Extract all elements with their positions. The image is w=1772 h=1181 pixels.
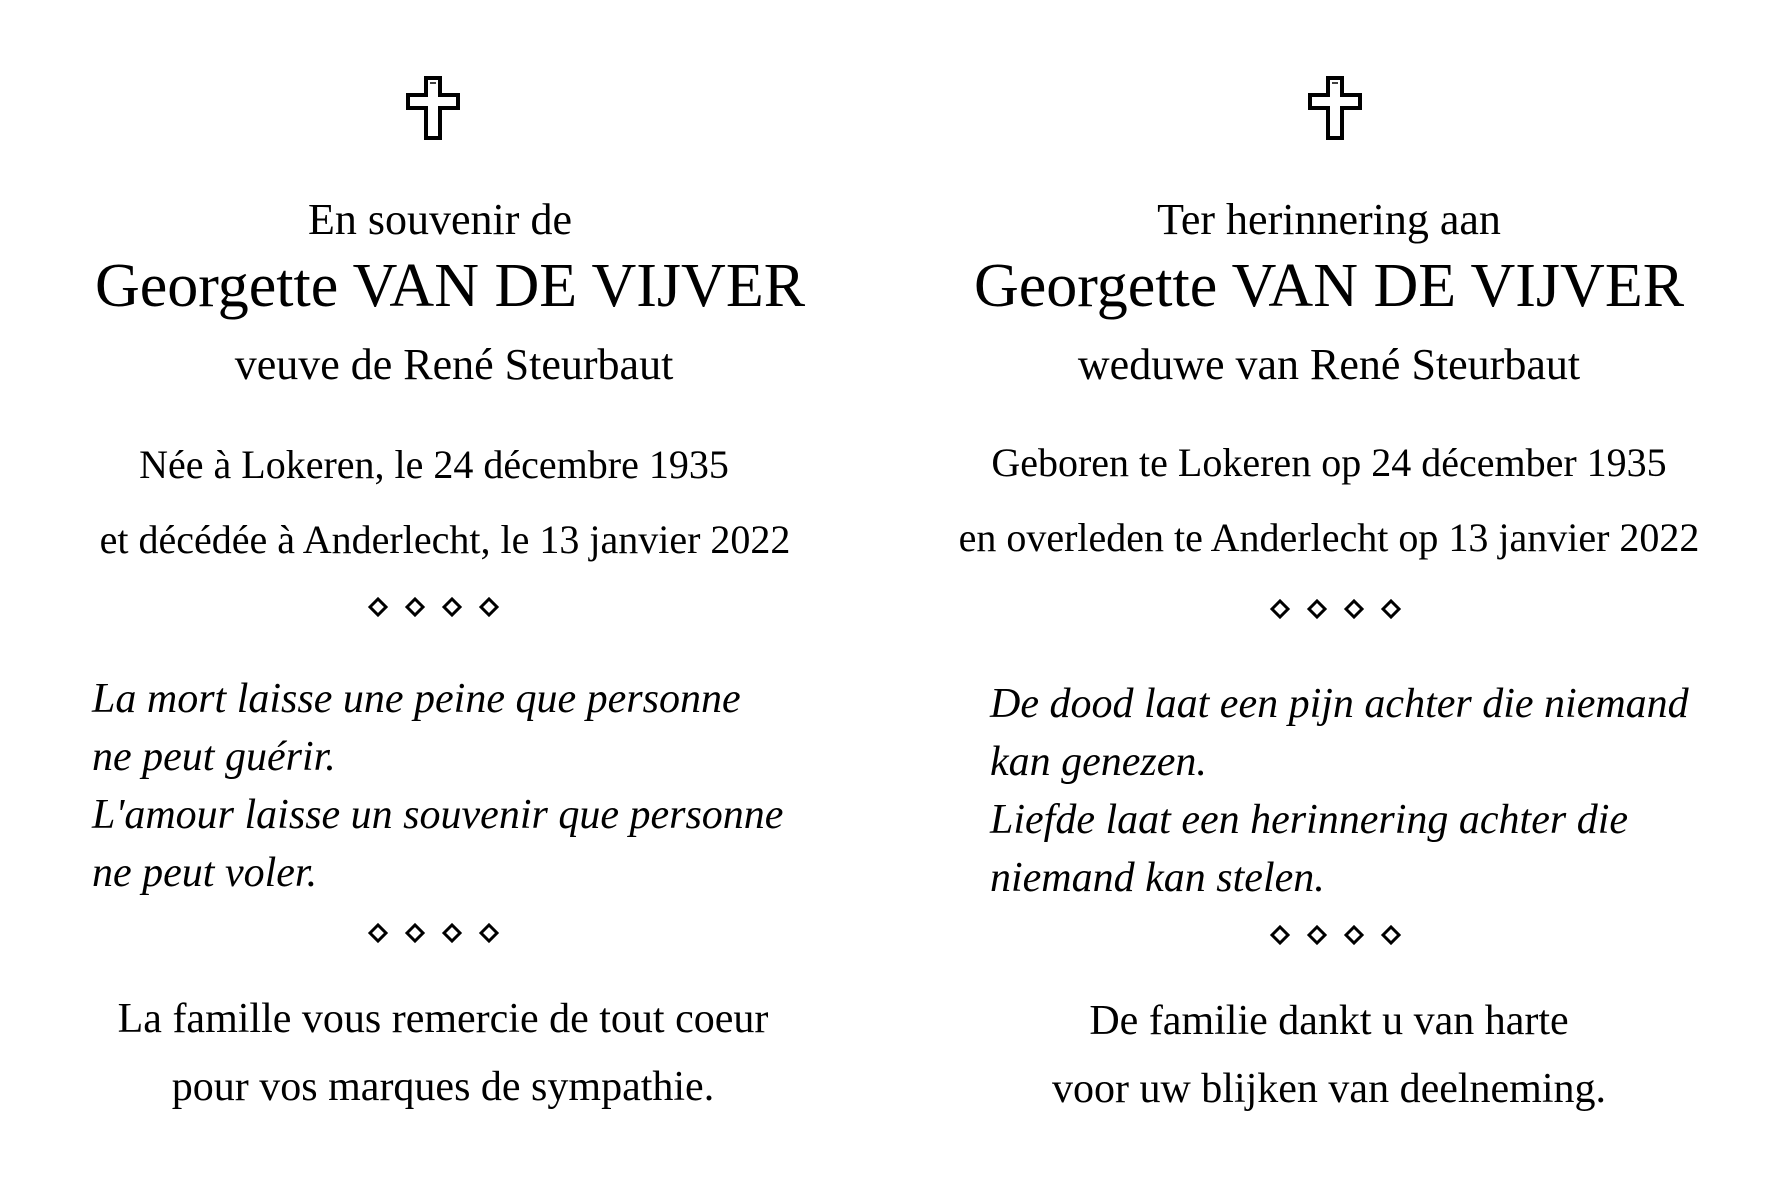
thanks-line: pour vos marques de sympathie. xyxy=(171,1064,715,1110)
verse-line: ne peut voler. xyxy=(92,850,318,896)
deceased-name: Georgette VAN DE VIJVER xyxy=(94,252,806,320)
diamond-separator-icon xyxy=(1262,594,1402,624)
death-line: en overleden te Anderlecht op 13 janvier 2022 xyxy=(958,515,1700,560)
thanks-line: voor uw blijken van deelneming. xyxy=(1051,1066,1607,1112)
memorial-verse xyxy=(990,675,1689,907)
spouse-line: veuve de René Steurbaut xyxy=(234,340,674,389)
birth-line: Geboren te Lokeren op 24 décember 1935 xyxy=(991,440,1667,485)
verse-line: La mort laisse une peine que personne xyxy=(92,676,741,722)
thanks-line: La famille vous remercie de tout coeur xyxy=(117,996,769,1042)
deceased-name: Georgette VAN DE VIJVER xyxy=(973,252,1685,320)
death-line: et décédée à Anderlecht, le 13 janvier 2022 xyxy=(99,517,791,562)
verse-line: ne peut guérir. xyxy=(92,734,336,780)
verse-line: kan genezen. xyxy=(990,739,1207,785)
memorial-verse xyxy=(92,670,783,902)
verse-line: Liefde laat een herinnering achter die xyxy=(990,797,1629,843)
verse-line: L'amour laisse un souvenir que personne xyxy=(92,792,784,838)
verse-line: De dood laat een pijn achter die niemand xyxy=(990,681,1689,727)
diamond-separator-icon xyxy=(360,592,500,622)
diamond-separator-icon xyxy=(360,918,500,948)
verse-line: niemand kan stelen. xyxy=(990,855,1325,901)
intro-heading: Ter herinnering aan xyxy=(1157,195,1501,244)
dutch-card-panel xyxy=(886,0,1772,1181)
cross-icon xyxy=(1305,75,1365,143)
diamond-separator-icon xyxy=(1262,920,1402,950)
thanks-line: De familie dankt u van harte xyxy=(1089,998,1569,1044)
cross-icon xyxy=(403,75,463,143)
intro-heading: En souvenir de xyxy=(308,195,572,244)
spouse-line: weduwe van René Steurbaut xyxy=(1077,340,1581,389)
birth-line: Née à Lokeren, le 24 décembre 1935 xyxy=(139,442,729,487)
